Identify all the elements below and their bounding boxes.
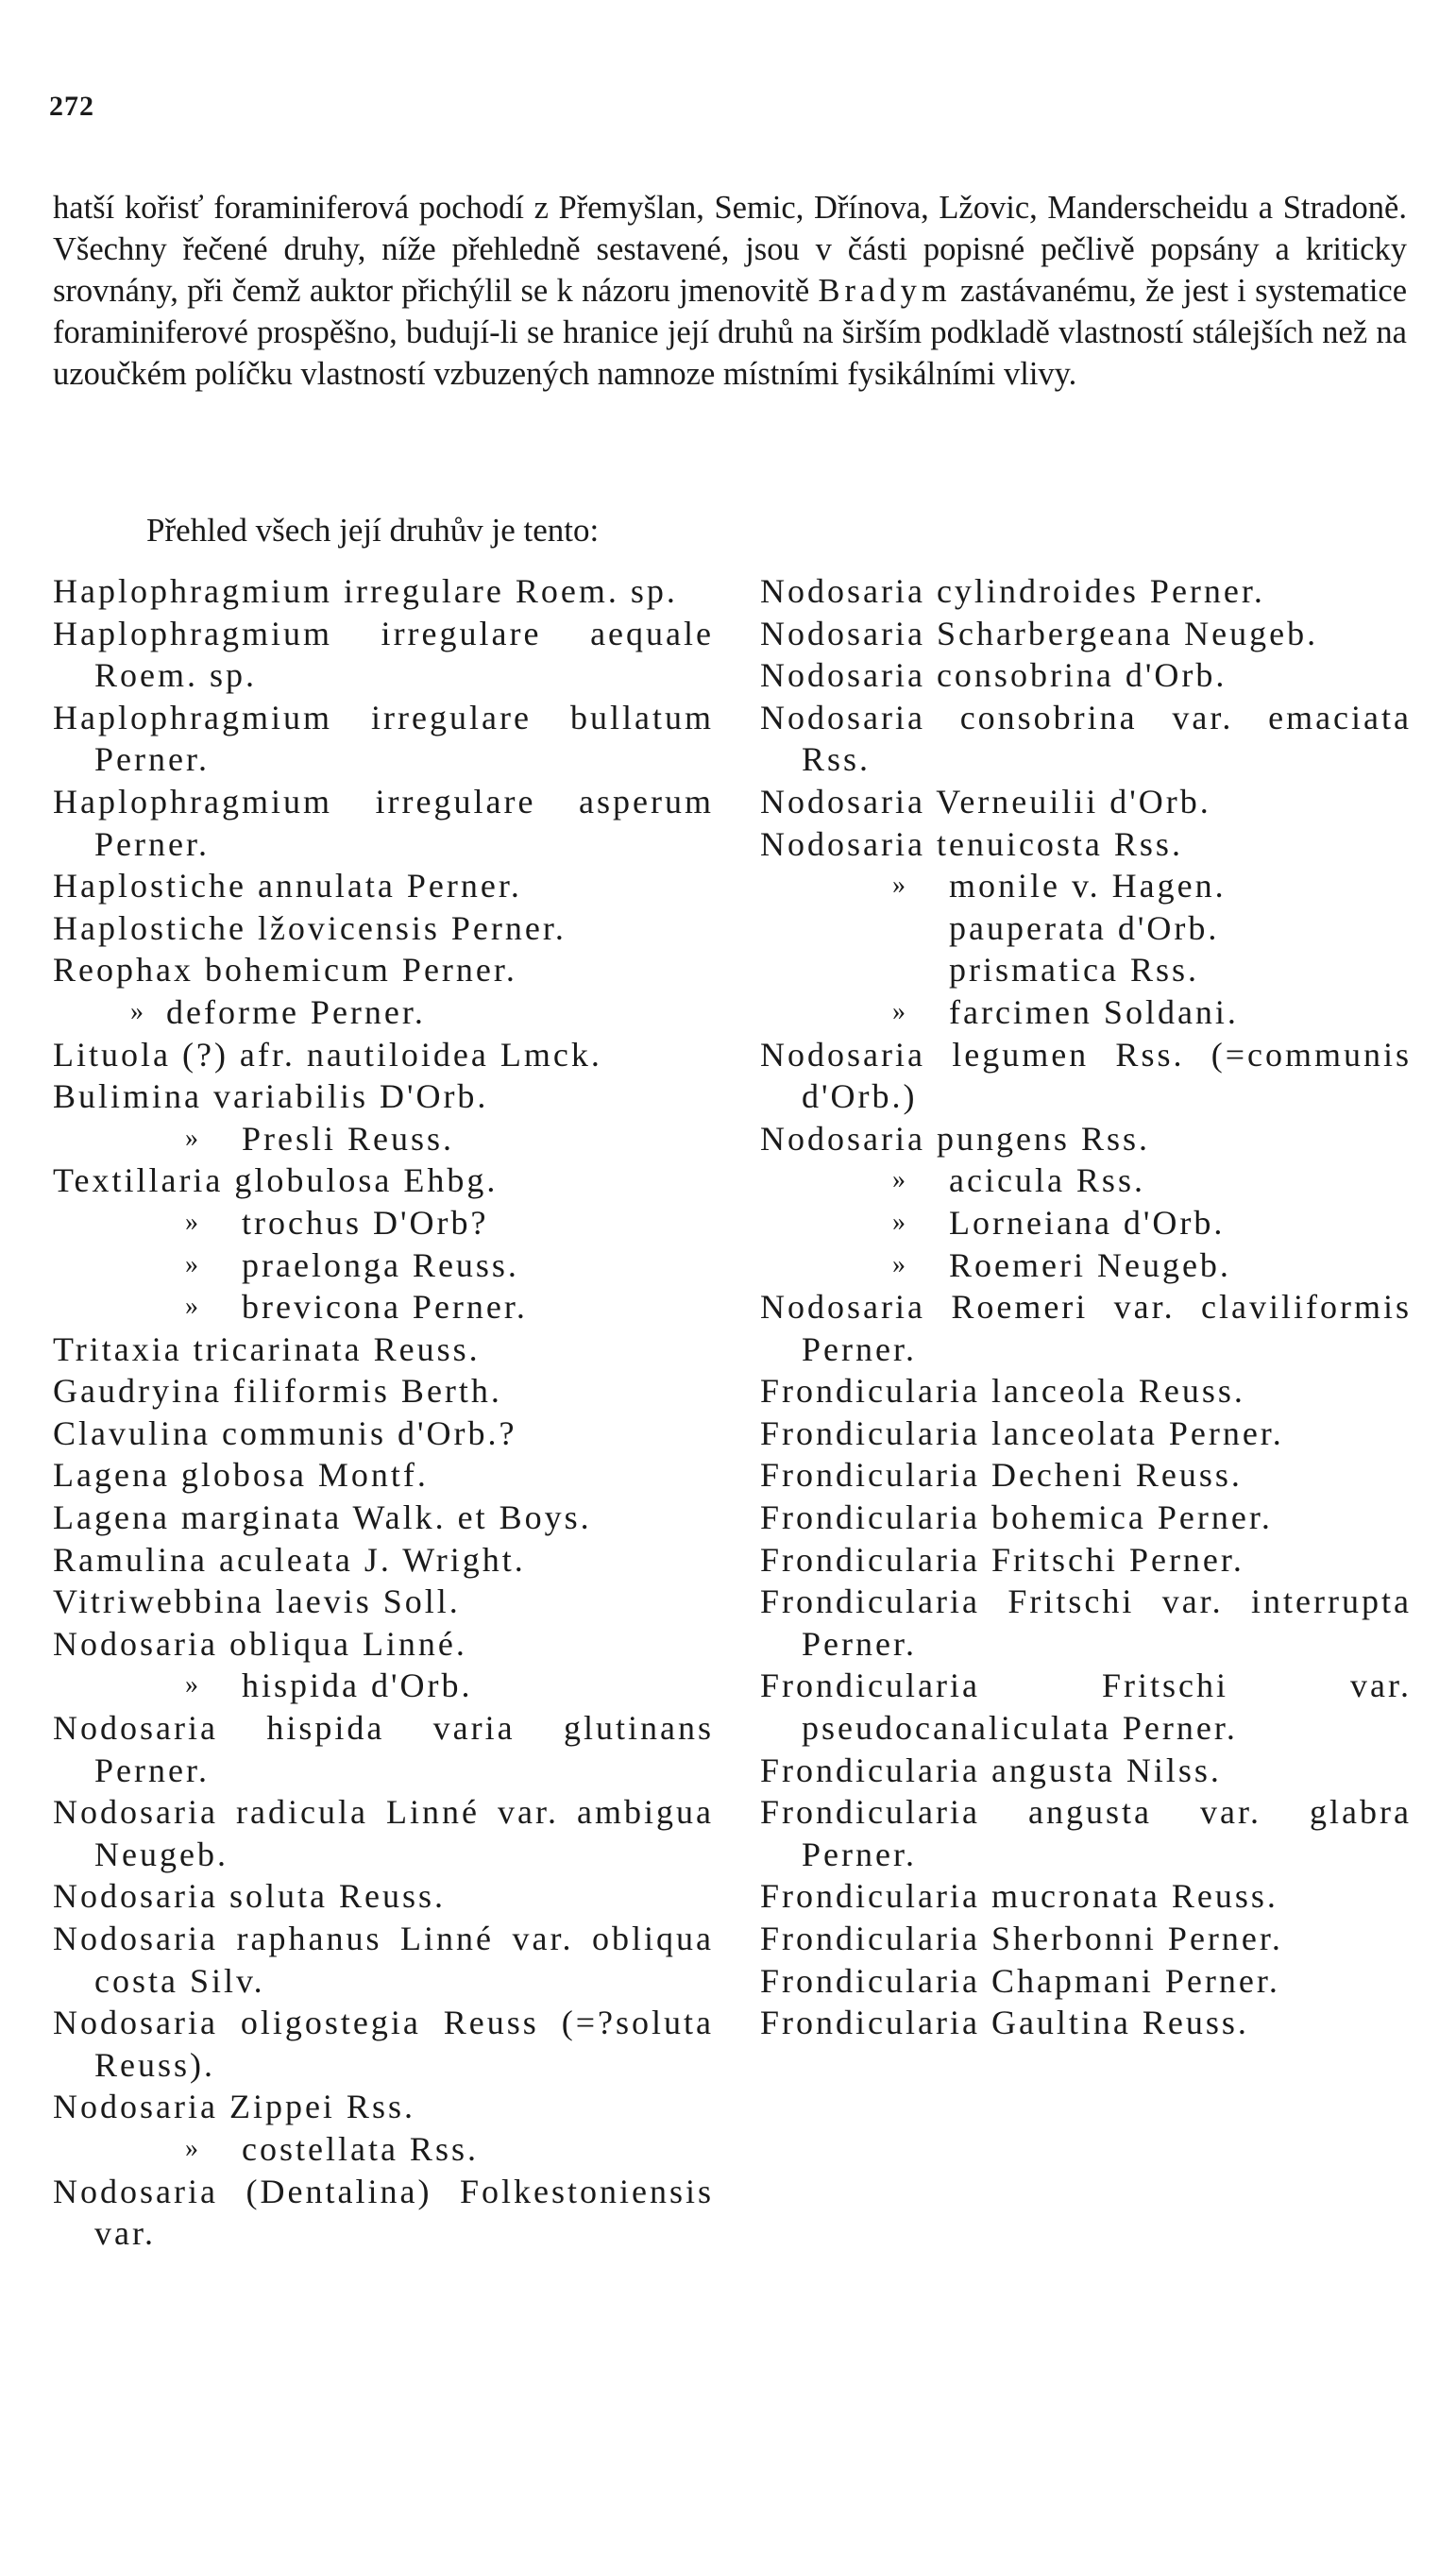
species-name: farcimen Soldani. [949,992,1239,1031]
species-name: Vitriwebbina laevis Soll. [53,1582,461,1621]
species-name: Frondicularia angusta var. glabra Perner. [760,1793,1412,1873]
species-entry [760,991,1412,1034]
species-name: Lorneiana d'Orb. [949,1203,1226,1242]
intro-author: Bradym [818,273,952,309]
species-entry [760,613,1412,655]
species-entry [53,1497,714,1539]
species-entry [53,570,714,613]
species-name: Frondicularia Fritschi var. interrupta Perner. [760,1582,1412,1663]
species-entry [53,1370,714,1413]
species-entry [760,654,1412,697]
species-entry [760,1159,1412,1202]
ditto-mark: » [185,1292,201,1322]
species-name: Haplophragmium irregulare aequale Roem. sp. [53,614,714,695]
species-name: Frondicularia mucronata Reuss. [760,1877,1278,1916]
species-entry [53,991,714,1034]
ditto-mark: » [185,1123,201,1153]
species-entry [760,1497,1412,1539]
species-entry [53,1034,714,1076]
species-name: Presli Reuss. [242,1119,455,1158]
species-name: Bulimina variabilis D'Orb. [53,1077,489,1116]
species-entry [53,2086,714,2128]
species-name: Nodosaria Zippei Rss. [53,2088,415,2126]
species-entry [53,865,714,907]
species-name: Roemeri Neugeb. [949,1245,1231,1284]
species-name: Nodosaria cylindroides Perner. [760,572,1265,610]
species-name: brevicona Perner. [242,1288,528,1327]
species-name: Textillaria globulosa Ehbg. [53,1161,499,1200]
species-name: Nodosaria oligostegia Reuss (=?soluta Reuss). [53,2004,714,2084]
species-name: Nodosaria hispida varia glutinans Perner. [53,1709,714,1789]
species-name: pauperata d'Orb. [949,908,1220,947]
species-name: Frondicularia Fritschi var. pseudocanaliculata Perner. [760,1667,1412,1748]
ditto-mark: » [892,871,908,901]
species-entry [760,1581,1412,1665]
species-entry [53,1707,714,1791]
species-entry [760,823,1412,866]
overview-heading: Přehled všech její druhův je tento: [146,512,600,549]
species-name: Frondicularia Chapmani Perner. [760,1961,1280,2000]
species-name: Nodosaria soluta Reuss. [53,1877,446,1916]
intro-text-after: zastávanému, že jest i systematice foraminiferové prospěšno, budují-li se hranice její druhů na širším podkladě vlastností stálejších než na uzoučkém políčku vlastností vzbuzených namnoze místními fysikálními vlivy. [53,273,1408,392]
species-name: Nodosaria (Dentalina) Folkestoniensis var. [53,2172,714,2253]
species-name: Lagena globosa Montf. [53,1456,429,1495]
species-name: Lagena marginata Walk. et Boys. [53,1498,592,1537]
species-name: Nodosaria consobrina d'Orb. [760,656,1227,695]
species-name: prismatica Rss. [949,951,1199,990]
ditto-mark: » [892,1207,908,1237]
species-name: Nodosaria Verneuilii d'Orb. [760,782,1211,821]
species-entry [53,1875,714,1918]
species-name: Frondicularia bohemica Perner. [760,1498,1273,1537]
species-entry [760,1960,1412,2003]
species-entry [760,1118,1412,1160]
species-name: Frondicularia lanceola Reuss. [760,1372,1245,1411]
species-entry [53,907,714,950]
species-entry [53,1623,714,1666]
species-entry [53,1581,714,1623]
species-entry [53,1918,714,2002]
species-name: Nodosaria pungens Rss. [760,1119,1150,1158]
species-name: Frondicularia Fritschi Perner. [760,1540,1244,1579]
ditto-mark: » [185,1670,201,1701]
species-entry [760,1918,1412,1960]
species-name: Nodosaria tenuicosta Rss. [760,824,1183,863]
species-entry [760,1034,1412,1118]
species-entry [53,1413,714,1455]
species-name: Haplophragmium irregulare bullatum Perner. [53,698,714,779]
species-entry [53,613,714,697]
intro-text-before: hatší kořisť foraminiferová pochodí z Přemyšlan, Semic, Dřínova, Lžovic, Manderscheidu a Stradoně. Všechny řečené druhy, níže přehledně sestavené, jsou v části popisné pečlivě popsány a kriticky srovnány, při čemž auktor přichýlil se k názoru jmenovitě [53,190,1407,309]
species-name: Haplostiche lžovicensis Perner. [53,908,567,947]
species-entry [53,2128,714,2171]
species-name: Nodosaria consobrina var. emaciata Rss. [760,698,1412,779]
species-entry [760,949,1412,991]
species-entry [53,1791,714,1875]
species-entry [760,1750,1412,1792]
species-entry [760,865,1412,907]
species-entry [53,1328,714,1371]
species-name: Tritaxia tricarinata Reuss. [53,1329,481,1368]
ditto-mark: » [892,1165,908,1195]
species-entry [53,1075,714,1118]
species-entry [760,1875,1412,1918]
species-entry [760,1370,1412,1413]
ditto-mark: » [130,996,146,1026]
species-name: monile v. Hagen. [949,867,1227,905]
species-name: Nodosaria radicula Linné var. ambigua Neugeb. [53,1793,714,1873]
species-name: Frondicularia lanceolata Perner. [760,1413,1284,1452]
species-entry [53,781,714,865]
species-entry [760,907,1412,950]
species-name: Frondicularia Gaultina Reuss. [760,2004,1249,2042]
species-entry [760,1244,1412,1287]
species-entry [760,1791,1412,1875]
species-entry [760,570,1412,613]
species-entry [53,1202,714,1244]
species-entry [760,1286,1412,1370]
species-name: Frondicularia Sherbonni Perner. [760,1920,1283,1957]
ditto-mark: » [185,1249,201,1279]
ditto-mark: » [185,1207,201,1237]
species-name: Lituola (?) afr. nautiloidea Lmck. [53,1035,602,1074]
species-name: Clavulina communis d'Orb.? [53,1413,517,1452]
species-name: Nodosaria legumen Rss. (=communis d'Orb.) [760,1035,1412,1116]
ditto-mark: » [892,1249,908,1279]
species-entry [760,1454,1412,1497]
species-name: Reophax bohemicum Perner. [53,951,517,990]
species-entry [53,1539,714,1582]
species-name: Frondicularia angusta Nilss. [760,1751,1222,1789]
species-entry [760,781,1412,823]
species-name: deforme Perner. [166,992,426,1031]
species-entry [760,2002,1412,2044]
species-entry [760,1539,1412,1582]
ditto-mark: » [185,2133,201,2163]
species-name: Haplostiche annulata Perner. [53,867,522,905]
species-entry [760,1665,1412,1749]
species-entry [53,2002,714,2086]
species-list-right [760,570,1412,2044]
species-name: Nodosaria obliqua Linné. [53,1624,467,1663]
species-name: Gaudryina filiformis Berth. [53,1372,502,1411]
page-number: 272 [49,91,94,122]
intro-paragraph [53,187,1407,395]
species-name: Frondicularia Decheni Reuss. [760,1456,1243,1495]
species-entry [53,1159,714,1202]
species-name: acicula Rss. [949,1161,1145,1200]
species-entry [53,949,714,991]
species-entry [53,1286,714,1328]
species-entry [53,1244,714,1287]
species-name: Haplophragmium irregulare asperum Perner. [53,782,714,863]
species-name: Nodosaria Roemeri var. claviliformis Perner. [760,1288,1412,1368]
species-name: praelonga Reuss. [242,1245,519,1284]
species-entry [53,1665,714,1707]
species-name: Ramulina aculeata J. Wright. [53,1540,526,1579]
species-entry [760,1413,1412,1455]
species-name: hispida d'Orb. [242,1667,473,1705]
species-entry [53,2171,714,2255]
species-name: costellata Rss. [242,2129,479,2168]
species-name: Haplophragmium irregulare Roem. sp. [53,572,678,610]
species-entry [53,697,714,781]
species-name: trochus D'Orb? [242,1203,489,1242]
ditto-mark: » [892,996,908,1026]
species-entry [53,1118,714,1160]
species-entry [53,1454,714,1497]
species-name: Nodosaria Scharbergeana Neugeb. [760,614,1319,652]
species-name: Nodosaria raphanus Linné var. obliqua costa Silv. [53,1920,714,2000]
species-list-left [53,570,714,2255]
species-entry [760,697,1412,781]
species-entry [760,1202,1412,1244]
